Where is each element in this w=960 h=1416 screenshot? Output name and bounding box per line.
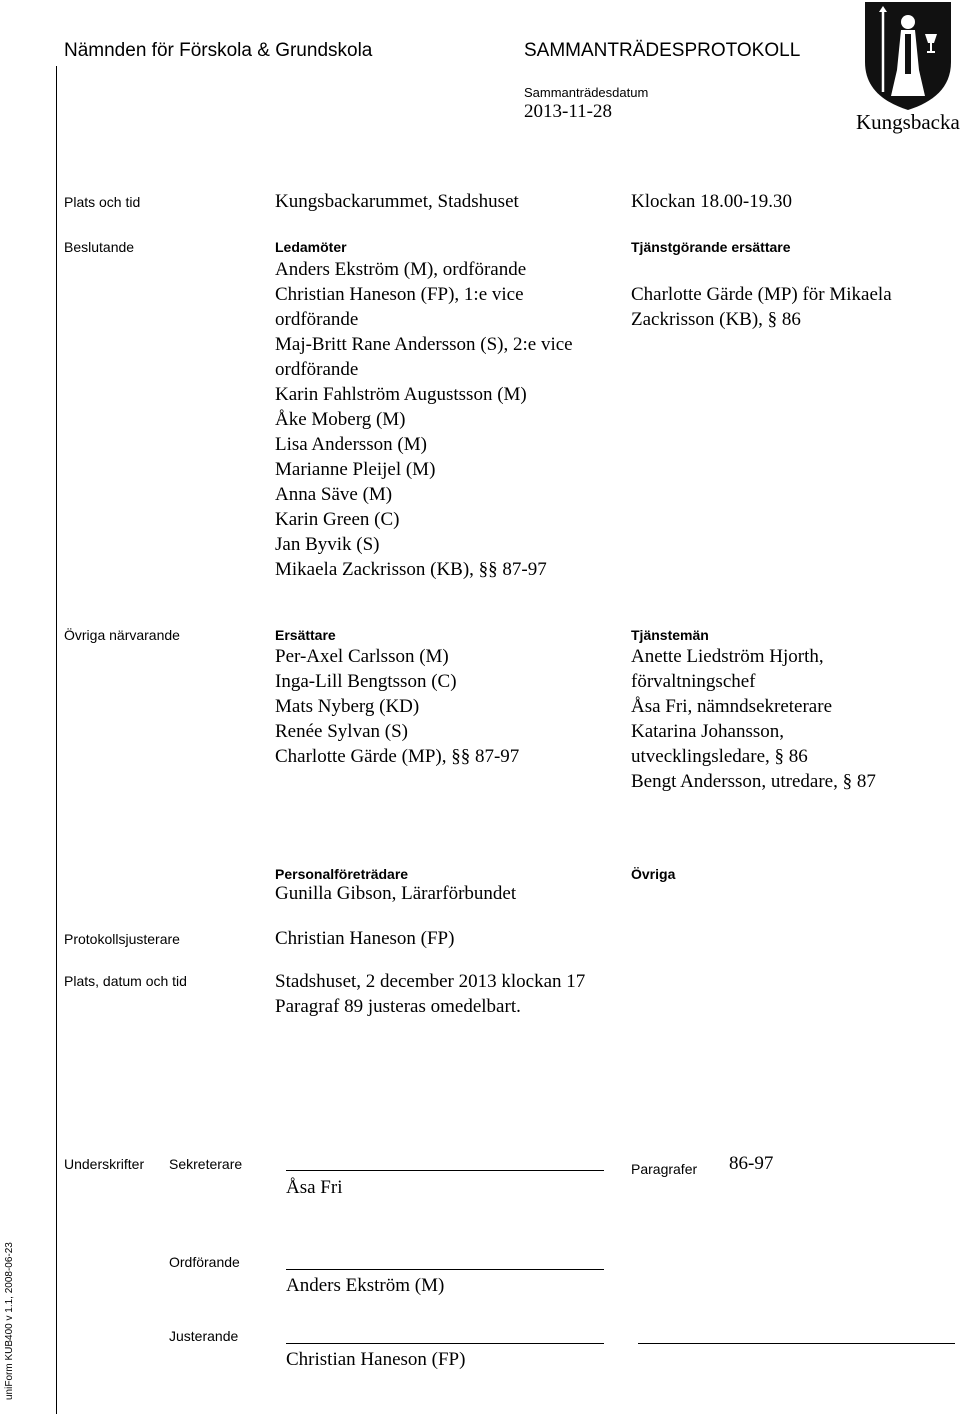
ordforande-label: Ordförande [169,1254,240,1270]
form-id-sidebar [0,1242,20,1410]
sekreterare-name: Åsa Fri [286,1177,343,1198]
list-item: Anders Ekström (M), ordförande [275,259,527,280]
list-item: förvaltningschef [631,671,756,692]
protokollsjusterare-name: Christian Haneson (FP) [275,928,455,949]
justerande-signature-line [286,1343,604,1344]
meeting-place: Kungsbackarummet, Stadshuset [275,191,519,212]
justering-details [275,969,585,1019]
underskrifter-label: Underskrifter [64,1156,145,1172]
ovriga-heading: Övriga [631,866,676,882]
list-item: Karin Fahlström Augustsson (M) [275,384,527,405]
list-item: Christian Haneson (FP), 1:e vice [275,284,524,305]
committee-name: Nämnden för Förskola & Grundskola [64,40,373,61]
list-item: Renée Sylvan (S) [275,721,408,742]
list-item: Charlotte Gärde (MP) för Mikaela [631,284,892,305]
vertical-divider [56,66,57,1414]
list-item: Inga-Lill Bengtsson (C) [275,671,457,692]
list-item: Mats Nyberg (KD) [275,696,420,717]
tjanstgorande-ersattare-heading: Tjänstgörande ersättare [631,239,791,255]
ledamoter-heading: Ledamöter [275,239,347,255]
personalforetradare-heading: Personalföreträdare [275,866,409,882]
list-item: ordförande [275,359,359,380]
paragrafer-value: 86-97 [729,1153,774,1174]
meeting-date: 2013-11-28 [524,101,612,122]
list-item: Marianne Pleijel (M) [275,459,436,480]
date-label: Sammanträdesdatum [524,85,649,100]
justering-line: Paragraf 89 justeras omedelbart. [275,996,521,1017]
list-item: Jan Byvik (S) [275,534,380,555]
protokollsjusterare-label: Protokollsjusterare [64,931,180,947]
list-item: Zackrisson (KB), § 86 [631,309,801,330]
tjansteman-list [631,644,876,794]
logo-text: Kungsbacka [856,110,960,134]
list-item: utvecklingsledare, § 86 [631,746,808,767]
ersattare-heading: Ersättare [275,627,336,643]
list-item: Maj-Britt Rane Andersson (S), 2:e vice [275,334,573,355]
ordforande-signature-line [286,1269,604,1270]
list-item: Bengt Andersson, utredare, § 87 [631,771,876,792]
tjanstgorande-ersattare-list [631,282,892,332]
list-item: Åsa Fri, nämndsekreterare [631,696,833,717]
sekreterare-label: Sekreterare [169,1156,243,1172]
meeting-time: Klockan 18.00-19.30 [631,191,792,212]
list-item: Per-Axel Carlsson (M) [275,646,449,667]
document-type: SAMMANTRÄDESPROTOKOLL [524,40,801,61]
personalforetradare-name: Gunilla Gibson, Lärarförbundet [275,883,517,904]
justerande-label: Justerande [169,1328,239,1344]
list-item: Lisa Andersson (M) [275,434,427,455]
form-id: uniForm KUB400 v 1.1, 2008-06-23 [4,1242,15,1400]
list-item: ordförande [275,309,359,330]
justering-label: Plats, datum och tid [64,973,187,989]
paragrafer-label: Paragrafer [631,1161,698,1177]
list-item: Anette Liedström Hjorth, [631,646,824,667]
list-item: Anna Säve (M) [275,484,393,505]
list-item: Åke Moberg (M) [275,409,406,430]
justerande-name: Christian Haneson (FP) [286,1349,466,1370]
ersattare-list [275,644,519,769]
justering-line: Stadshuset, 2 december 2013 klockan 17 [275,971,586,992]
ordforande-name: Anders Ekström (M) [286,1275,445,1296]
tjansteman-heading: Tjänstemän [631,627,709,643]
justerande-signature-line-2 [638,1343,955,1344]
list-item: Mikaela Zackrisson (KB), §§ 87-97 [275,559,547,580]
beslutande-label: Beslutande [64,239,135,255]
ledamoter-list [275,257,573,582]
list-item: Katarina Johansson, [631,721,785,742]
list-item: Karin Green (C) [275,509,400,530]
ovriga-narvarande-label: Övriga närvarande [64,627,180,643]
plats-och-tid-label: Plats och tid [64,194,141,210]
list-item: Charlotte Gärde (MP), §§ 87-97 [275,746,520,767]
sekreterare-signature-line [286,1170,604,1171]
